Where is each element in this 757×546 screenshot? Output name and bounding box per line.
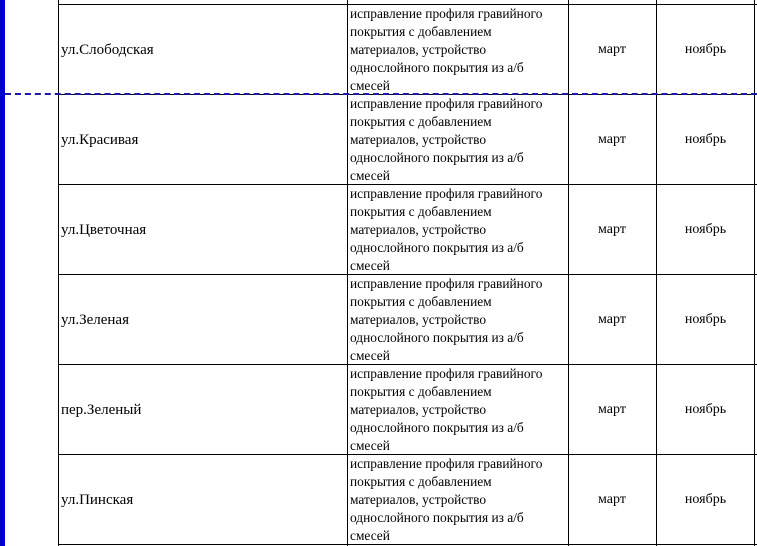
start-month-cell[interactable]: март	[598, 402, 626, 417]
end-month-cell[interactable]: ноябрь	[684, 402, 727, 417]
table-row[interactable]	[58, 455, 757, 545]
street-cell[interactable]: ул.Пинская	[61, 491, 134, 508]
start-month-cell[interactable]: март	[598, 312, 626, 327]
work-description-cell[interactable]: исправление профиля гравийного покрытия с добавлением материалов, устройство однослойного покрытия из а/б смесей	[350, 186, 543, 273]
end-month-cell[interactable]: ноябрь	[684, 222, 727, 237]
work-description-cell[interactable]: исправление профиля гравийного покрытия с добавлением материалов, устройство однослойного покрытия из а/б смесей	[350, 366, 543, 453]
street-cell[interactable]: ул.Слободская	[61, 41, 154, 58]
table-row[interactable]	[58, 5, 757, 95]
street-cell[interactable]: пер.Зеленый	[61, 401, 142, 418]
end-month-cell[interactable]: ноябрь	[684, 42, 727, 57]
start-month-cell[interactable]: март	[598, 492, 626, 507]
street-cell[interactable]: ул.Цветочная	[61, 221, 147, 238]
table-row[interactable]	[58, 275, 757, 365]
table-row[interactable]	[58, 185, 757, 275]
end-month-cell[interactable]: ноябрь	[684, 132, 727, 147]
street-cell[interactable]: ул.Красивая	[61, 131, 139, 148]
end-month-cell[interactable]: ноябрь	[684, 312, 727, 327]
work-description-cell[interactable]: исправление профиля гравийного покрытия с добавлением материалов, устройство однослойного покрытия из а/б смесей	[350, 276, 543, 363]
work-description-cell[interactable]: исправление профиля гравийного покрытия с добавлением материалов, устройство однослойного покрытия из а/б смесей	[350, 96, 543, 183]
street-cell[interactable]: ул.Зеленая	[61, 311, 129, 328]
start-month-cell[interactable]: март	[598, 42, 626, 57]
page-break-line	[5, 93, 757, 95]
work-description-cell[interactable]: исправление профиля гравийного покрытия с добавлением материалов, устройство однослойного покрытия из а/б смесей	[350, 456, 543, 543]
start-month-cell[interactable]: март	[598, 222, 626, 237]
table-row[interactable]	[58, 365, 757, 455]
table-row[interactable]	[58, 95, 757, 185]
work-description-cell[interactable]: исправление профиля гравийного покрытия с добавлением материалов, устройство однослойного покрытия из а/б смесей	[350, 6, 543, 93]
start-month-cell[interactable]: март	[598, 132, 626, 147]
end-month-cell[interactable]: ноябрь	[684, 492, 727, 507]
